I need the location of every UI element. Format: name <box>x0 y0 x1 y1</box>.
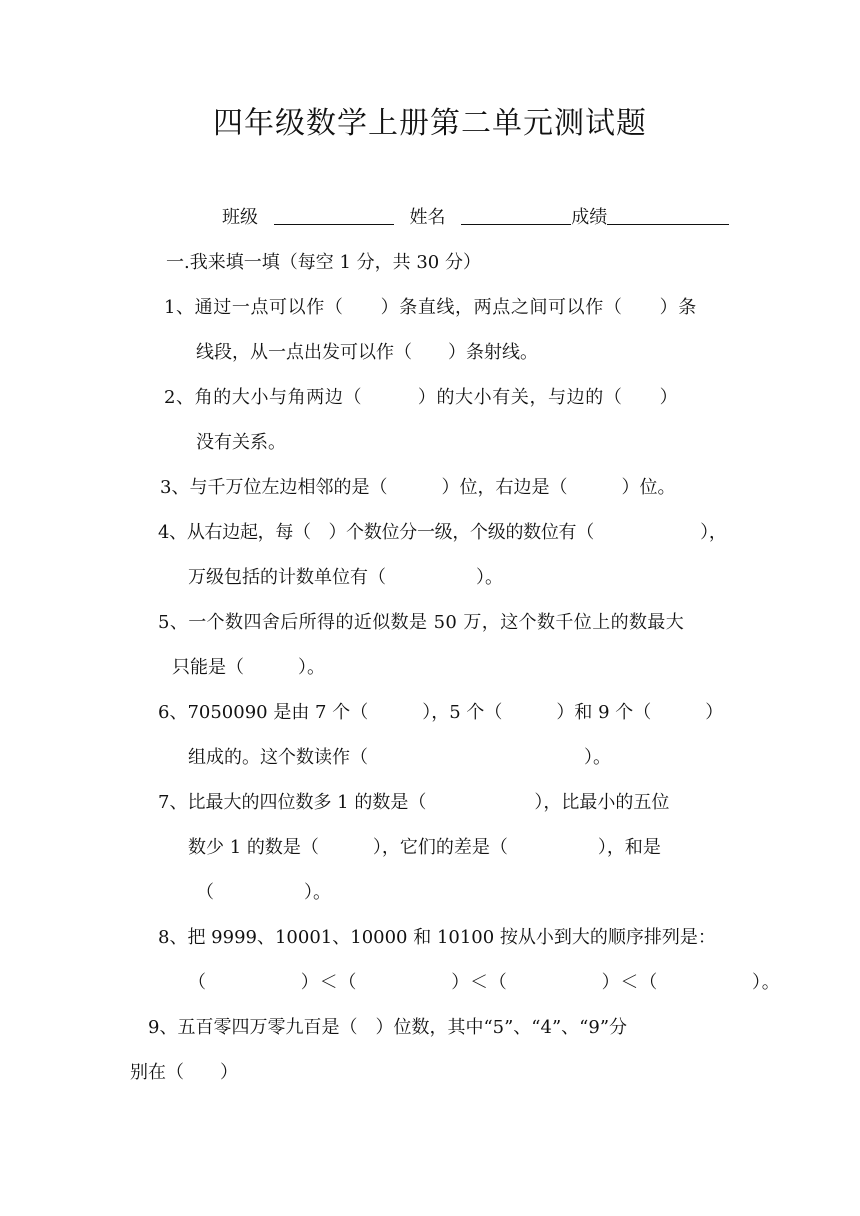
name-label: 姓名 <box>409 207 446 228</box>
question-2-line-2: 没有关系。 <box>196 432 286 453</box>
name-field[interactable] <box>461 204 571 225</box>
question-6-line-2: 组成的。这个数读作（ ）。 <box>188 747 611 768</box>
score-label: 成绩 <box>571 207 608 228</box>
question-9-line-2: 别在（ ） <box>130 1062 238 1083</box>
question-4-line-2: 万级包括的计数单位有（ ）。 <box>188 567 503 588</box>
class-label: 班级 <box>222 207 258 228</box>
question-4-line-1: 4、从右边起，每（ ）个数位分一级，个级的数位有（ ）， <box>158 522 727 543</box>
question-1-line-1: 1、通过一点可以作（ ）条直线，两点之间可以作（ ）条 <box>164 297 697 318</box>
question-1-line-2: 线段，从一点出发可以作（ ）条射线。 <box>196 342 538 363</box>
class-field[interactable] <box>274 204 394 225</box>
student-info-row <box>222 203 729 233</box>
question-5-line-1: 5、一个数四舍后所得的近似数是 50 万，这个数千位上的数最大 <box>158 612 685 633</box>
question-7-line-2: 数少 1 的数是（ ），它们的差是（ ），和是 <box>188 837 661 858</box>
question-8-line-1: 8、把 9999、10001、10000 和 10100 按从小到大的顺序排列是： <box>158 927 716 948</box>
question-8-line-2: （ ）＜（ ）＜（ ）＜（ ）。 <box>188 972 781 993</box>
question-9-line-1: 9、五百零四万零九百是（ ）位数，其中“5”、“4”、“9”分 <box>148 1017 628 1038</box>
question-6-line-1: 6、7050090 是由 7 个（ ），5 个（ ）和 9 个（ ） <box>158 702 724 723</box>
question-3-line-1: 3、与千万位左边相邻的是（ ）位，右边是（ ）位。 <box>160 477 676 498</box>
section-heading: 一.我来填一填（每空 1 分，共 30 分） <box>166 252 481 273</box>
question-7-line-3: （ ）。 <box>196 882 331 903</box>
page-title: 四年级数学上册第二单元测试题 <box>213 106 647 141</box>
question-7-line-1: 7、比最大的四位数多 1 的数是（ ），比最小的五位 <box>158 792 670 813</box>
question-2-line-1: 2、角的大小与角两边（ ）的大小有关，与边的（ ） <box>164 387 679 408</box>
score-field[interactable] <box>607 204 729 225</box>
question-5-line-2: 只能是（ ）。 <box>172 657 325 678</box>
